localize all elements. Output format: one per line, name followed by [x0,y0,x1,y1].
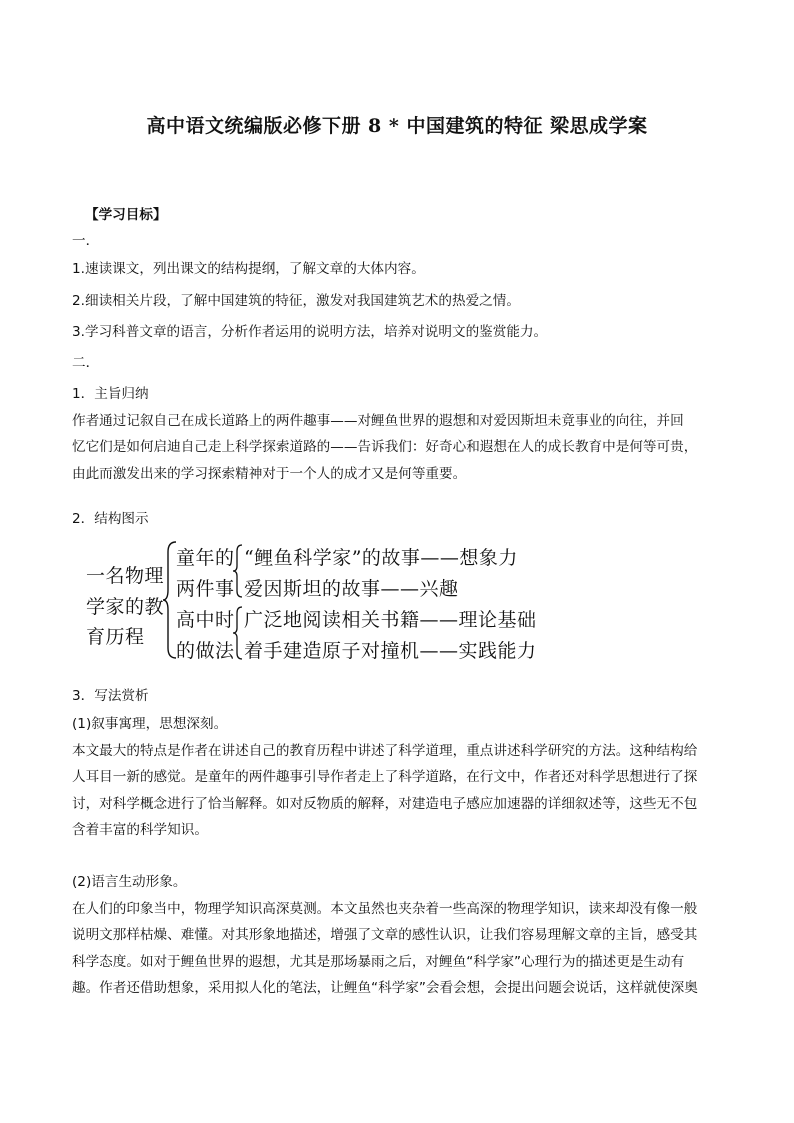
diagram-branch-label: 童年的 [176,547,235,569]
paragraph-line: 含着丰富的科学知识。 [72,821,208,838]
paragraph-line: 人耳目一新的感觉。是童年的两件趣事引导作者走上了科学道路，在行文中，作者还对科学思想进行了探 [72,769,698,786]
diagram-item: 广泛地阅读相关书籍——理论基础 [244,609,537,631]
diagram-branch-label: 两件事 [176,578,235,600]
part-one-marker: 一． [72,233,100,249]
section-heading-theme: 1．主旨归纳 [72,386,149,402]
diagram-item: 着手建造原子对撞机——实践能力 [244,640,537,662]
diagram-branch-label: 高中时 [176,609,235,631]
subheading: (2)语言生动形象。 [72,874,187,890]
diagram-root-line: 学家的教 [86,596,165,618]
page-title: 高中语文统编版必修下册 8 * 中国建筑的特征 梁思成学案 [146,115,648,137]
diagram-branch-label: 的做法 [176,640,235,662]
part-two-marker: 二． [72,355,100,371]
branch1-brace [232,544,244,598]
section-heading-writing: 3．写法赏析 [72,688,149,704]
diagram-root-line: 育历程 [86,626,145,648]
paragraph-line: 由此而激发出来的学习探索精神对于一个人的成才又是何等重要。 [72,465,467,482]
paragraph-line: 在人们的印象当中，物理学知识高深莫测。本文虽然也夹杂着一些高深的物理学知识，读来却没有像一般 [72,901,698,917]
branch2-brace [232,606,244,660]
subheading: (1)叙事寓理，思想深刻。 [72,716,228,732]
paragraph-line: 科学态度。如对于鲤鱼世界的遐想，尤其是那场暴雨之后，对鲤鱼“科学家”心理行为的描述更是生动有 [72,953,685,970]
paragraph-line: 忆它们是如何启迪自己走上科学探索道路的——告诉我们：好奇心和遐想在人的成长教育中是何等可贵， [72,439,698,456]
paragraph-line: 趣。作者还借助想象，采用拟人化的笔法，让鲤鱼“科学家”会看会想，会提出问题会说话，这样就使深奥 [72,979,698,996]
diagram-item: “鲤鱼科学家”的故事——想象力 [244,547,518,569]
goal-item: 3.学习科普文章的语言，分析作者运用的说明方法，培养对说明文的鉴赏能力。 [72,324,548,340]
paragraph-line: 讨，对科学概念进行了恰当解释。如对反物质的解释，对建造电子感应加速器的详细叙述等，这些无不包 [72,795,698,812]
paragraph-line: 本文最大的特点是作者在讲述自己的教育历程中讲述了科学道理，重点讲述科学研究的方法。这种结构给 [72,743,698,759]
writing-paragraph-1 [72,738,722,843]
section-heading-structure: 2．结构图示 [72,511,149,527]
goal-item: 1.速读课文，列出课文的结构提纲，了解文章的大体内容。 [72,261,425,277]
writing-paragraph-2 [72,896,722,1001]
paragraph-line: 说明文那样枯燥、难懂。对其形象地描述，增强了文章的感性认识，让我们容易理解文章的主旨，感受其 [72,927,698,944]
paragraph-line: 作者通过记叙自己在成长道路上的两件趣事——对鲤鱼世界的遐想和对爱因斯坦未竟事业的向往，并回 [72,413,684,429]
diagram-item: 爱因斯坦的故事——兴趣 [244,578,459,600]
goal-item: 2.细读相关片段，了解中国建筑的特征，激发对我国建筑艺术的热爱之情。 [72,293,520,309]
section-heading-goals: 【学习目标】 [85,207,167,223]
diagram-root-line: 一名物理 [86,565,165,587]
